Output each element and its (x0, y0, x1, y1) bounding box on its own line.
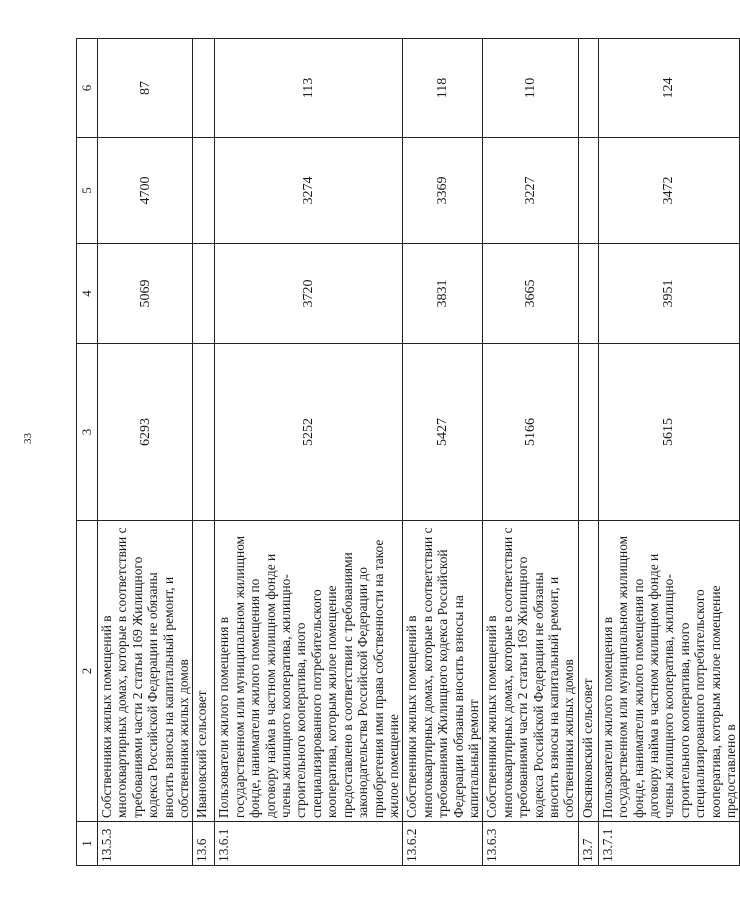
header-cell: 3 (77, 344, 98, 521)
row-value-col6: 113 (215, 39, 403, 138)
row-value-col3: 5166 (483, 344, 578, 521)
row-code: 13.7.1 (598, 822, 740, 866)
row-value-col3: 6293 (98, 344, 193, 521)
table-row (193, 39, 215, 866)
row-code: 13.6 (193, 822, 215, 866)
table-header-row (77, 39, 98, 866)
row-value-col6 (578, 39, 598, 138)
row-value-col4: 3831 (403, 244, 483, 344)
header-cell: 2 (77, 521, 98, 822)
row-description: Пользователи жилого помещения в государственном или муниципальном жилищном фонде, наниматели жилого помещения по договору найма в частном жилищном фонде и члены жилищного кооператива, жилищно-строительного кооператива, иного специализированного потребительского кооператива, которым жилое помещение предоставлено в (598, 521, 740, 822)
row-value-col5 (578, 138, 598, 244)
table-row (215, 39, 403, 866)
row-description: Ивановский сельсовет (193, 521, 215, 822)
row-value-col4: 5069 (98, 244, 193, 344)
row-code: 13.6.2 (403, 822, 483, 866)
page-number: 33 (22, 433, 34, 444)
tariff-table (76, 38, 740, 866)
row-description: Собственники жилых помещений в многоквартирных домах, которые в соответствии с требованиями части 2 статьи 169 Жилищного кодекса Российской Федерации не обязаны вносить взносы на капитальный ремонт, и собственники жилых домов (483, 521, 578, 822)
row-description: Пользователи жилого помещения в государственном или муниципальном жилищном фонде, наниматели жилого помещения по договору найма в частном жилищном фонде и члены жилищного кооператива, жилищно-строительного кооператива, иного специализированного потребительского кооператива, которым жилое помещение предоставлено в соответствии с требованиями законодательства Российской Федерации до приобретения ими права собственности на такое жилое помещение (215, 521, 403, 822)
rotated-table-frame (76, 39, 739, 866)
row-value-col3 (193, 344, 215, 521)
header-cell: 4 (77, 244, 98, 344)
header-cell: 5 (77, 138, 98, 244)
row-code: 13.6.1 (215, 822, 403, 866)
table-row (598, 39, 740, 866)
row-description: Собственники жилых помещений в многоквартирных домах, которые в соответствии с требованиями Жилищного кодекса Российской Федерации обязаны вносить взносы на капитальный ремонт (403, 521, 483, 822)
table-row (483, 39, 578, 866)
row-description: Овсянковский сельсовет (578, 521, 598, 822)
row-value-col3: 5252 (215, 344, 403, 521)
row-value-col5: 3472 (598, 138, 740, 244)
row-code: 13.6.3 (483, 822, 578, 866)
row-value-col5: 3227 (483, 138, 578, 244)
row-value-col6: 110 (483, 39, 578, 138)
row-value-col4 (578, 244, 598, 344)
row-code: 13.5.3 (98, 822, 193, 866)
row-value-col6: 87 (98, 39, 193, 138)
row-description: Собственники жилых помещений в многоквартирных домах, которые в соответствии с требованиями части 2 статьи 169 Жилищного кодекса Российской Федерации не обязаны вносить взносы на капитальный ремонт, и собственники жилых домов (98, 521, 193, 822)
row-value-col4: 3665 (483, 244, 578, 344)
row-value-col5: 4700 (98, 138, 193, 244)
row-value-col6: 118 (403, 39, 483, 138)
row-code: 13.7 (578, 822, 598, 866)
row-value-col3 (578, 344, 598, 521)
table-row (403, 39, 483, 866)
header-cell: 1 (77, 822, 98, 866)
row-value-col5 (193, 138, 215, 244)
row-value-col6 (193, 39, 215, 138)
row-value-col4: 3951 (598, 244, 740, 344)
row-value-col5: 3274 (215, 138, 403, 244)
table-row (98, 39, 193, 866)
table-row (578, 39, 598, 866)
row-value-col3: 5615 (598, 344, 740, 521)
row-value-col3: 5427 (403, 344, 483, 521)
row-value-col5: 3369 (403, 138, 483, 244)
row-value-col4 (193, 244, 215, 344)
row-value-col6: 124 (598, 39, 740, 138)
header-cell: 6 (77, 39, 98, 138)
row-value-col4: 3720 (215, 244, 403, 344)
